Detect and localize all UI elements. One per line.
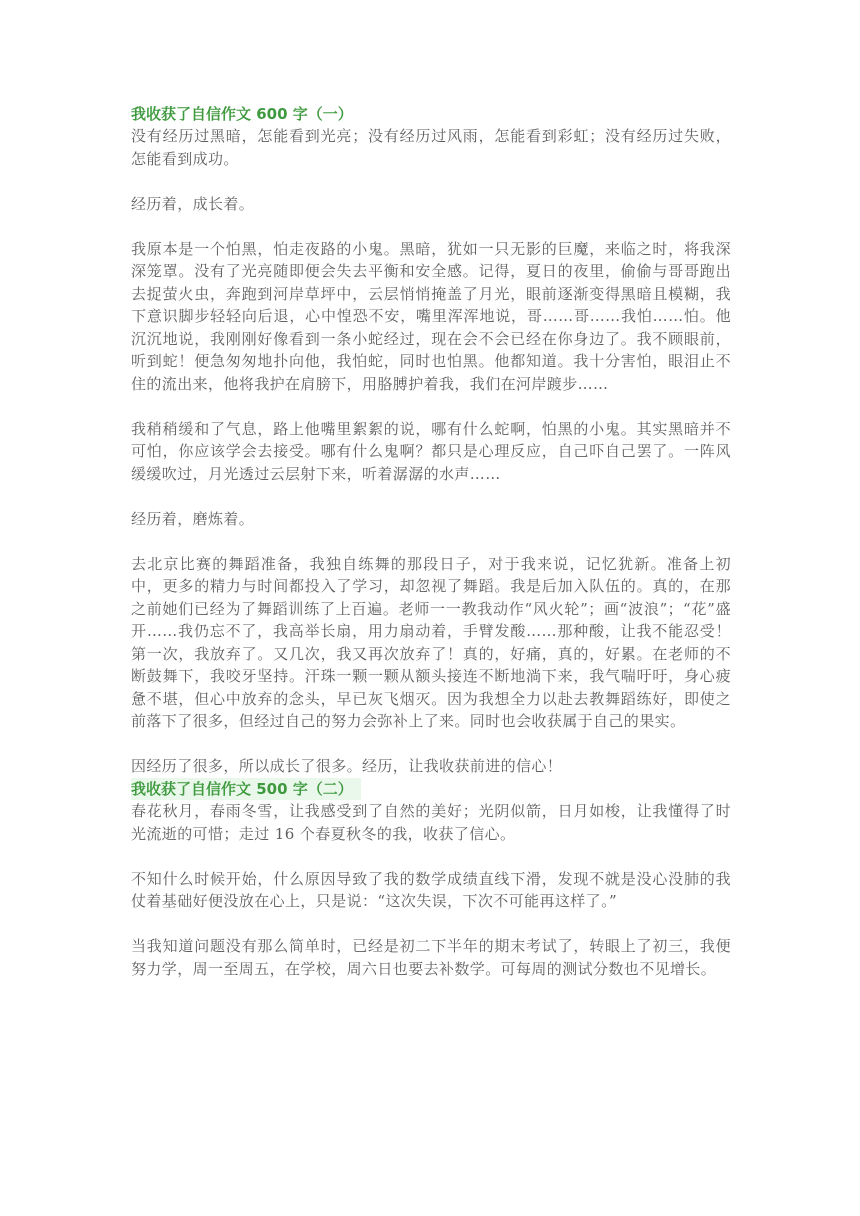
section1-paragraph-1: 没有经历过黑暗，怎能看到光亮；没有经历过风雨，怎能看到彩虹；没有经历过失败，怎能看到成功。 — [131, 127, 731, 168]
section1-paragraph-7: 因经历了很多，所以成长了很多。经历，让我收获前进的信心！ — [131, 757, 563, 775]
section2-paragraph-1: 春花秋月，春雨冬雪，让我感受到了自然的美好；光阴似箭，日月如梭，让我懂得了时光流逝的可惜；走过 16 个春夏秋冬的我，收获了信心。 — [131, 802, 731, 843]
section2-paragraph-3: 当我知道问题没有那么简单时，已经是初二下半年的期末考试了，转眼上了初三，我便努力学，周一至周五，在学校，周六日也要去补数学。可每周的测试分数也不见增长。 — [131, 937, 731, 978]
section1-paragraph-5: 经历着，磨炼着。 — [131, 509, 255, 528]
section1-paragraph-6: 去北京比赛的舞蹈准备，我独自练舞的那段日子，对于我来说，记忆犹新。准备上初中，更多的精力与时间都投入了学习，却忽视了舞蹈。我是后加入队伍的。真的，在那之前她们已经为了舞蹈训练了上百遍。老师一一教我动作“风火轮”；画“波浪”；“花”盛开……我仍忘不了，我高举长扇，用力扇动着，手臂发酸……那种酸，让我不能忍受！第一次，我放弃了。又几次，我又再次放弃了！真的，好痛，真的，好累。在老师的不断鼓舞下，我咬牙坚持。汗珠一颗一颗从额头接连不断地淌下来，我气喘吁吁，身心疲惫不堪，但心中放弃的念头，早已灰飞烟灭。因为我想全力以赴去教舞蹈练好，即使之前落下了很多，但经过自己的努力会弥补上了来。同时也会收获属于自己的果实。 — [131, 554, 731, 730]
section1-paragraph-4: 我稍稍缓和了气息，路上他嘴里絮絮的说，哪有什么蛇啊，怕黑的小鬼。其实黑暗并不可怕，你应该学会去接受。哪有什么鬼啊？都只是心理反应，自己吓自己罢了。一阵风缓缓吹过，月光透过云层射下来，听着潺潺的水声…… — [131, 419, 731, 483]
section1-paragraph-3: 我原本是一个怕黑，怕走夜路的小鬼。黑暗，犹如一只无影的巨魔，来临之时，将我深深笼罩。没有了光亮随即便会失去平衡和安全感。记得，夏日的夜里，偷偷与哥哥跑出去捉萤火虫，奔跑到河岸草坪中，云层悄悄掩盖了月光，眼前逐渐变得黑暗且模糊，我下意识脚步轻轻向后退，心中惶恐不安，嘴里浑浑地说，哥……哥……我怕……怕。他沉沉地说，我刚刚好像看到一条小蛇经过，现在会不会已经在你身边了。我不顾眼前，听到蛇！便急匆匆地扑向他，我怕蛇，同时也怕黑。他都知道。我十分害怕，眼泪止不住的流出来，他将我护在肩膀下，用胳膊护着我，我们在河岸踱步…… — [131, 239, 731, 393]
section2-title: 我收获了自信作文 500 字（二） — [131, 778, 361, 800]
section1-paragraph-2: 经历着，成长着。 — [131, 194, 255, 213]
section1-title: 我收获了自信作文 600 字（一） — [131, 105, 353, 123]
essay-page — [131, 103, 731, 980]
section2-paragraph-2: 不知什么时候开始，什么原因导致了我的数学成绩直线下滑，发现不就是没心没肺的我仗着基础好便没放在心上，只是说：“这次失误，下次不可能再这样了。” — [131, 869, 731, 910]
